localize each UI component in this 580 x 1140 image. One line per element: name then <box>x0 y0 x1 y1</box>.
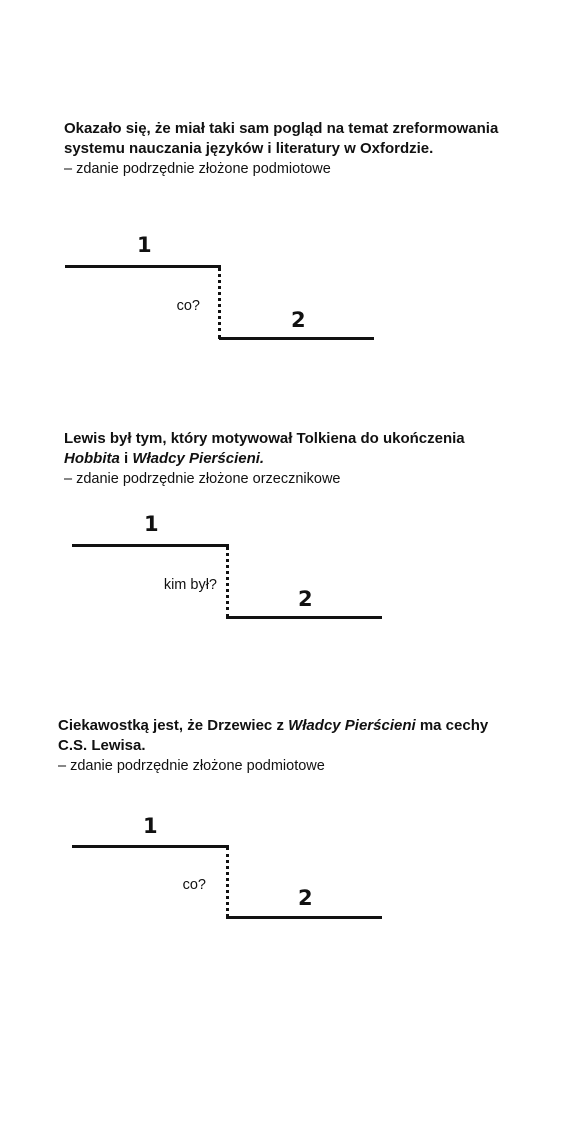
example-3-main-clause-line <box>72 845 229 848</box>
example-1-caption: – zdanie podrzędnie złożone podmiotowe <box>64 161 331 177</box>
example-3-sentence-line1-end: ma cechy <box>415 717 489 734</box>
example-3-sub-clause-number: 2 <box>298 886 313 910</box>
example-2-title-hobbit: Hobbita <box>64 450 120 467</box>
example-3-question: co? <box>182 877 206 893</box>
example-3-main-clause-number: 1 <box>143 814 158 838</box>
example-2-conjunction: i <box>119 450 133 467</box>
example-2-main-clause-number: 1 <box>144 512 159 536</box>
example-3-sentence <box>58 716 488 756</box>
example-1-question: co? <box>176 298 200 314</box>
example-3-title-lotr: Władcy Pierścieni <box>288 717 416 734</box>
example-2-sub-clause-number: 2 <box>298 587 313 611</box>
example-3-sentence-line2: C.S. Lewisa. <box>58 737 146 754</box>
example-2-question: kim był? <box>163 577 217 593</box>
example-2-title-lotr: Władcy Pierścieni. <box>132 450 265 467</box>
example-2-caption: – zdanie podrzędnie złożone orzecznikowe <box>64 471 341 487</box>
example-1-sub-clause-number: 2 <box>291 308 306 332</box>
example-3-caption: – zdanie podrzędnie złożone podmiotowe <box>58 758 325 774</box>
example-2-sentence-line1: Lewis był tym, który motywował Tolkiena do ukończenia <box>64 430 465 447</box>
example-3-sentence-line1-start: Ciekawostką jest, że Drzewiec z <box>58 717 289 734</box>
example-3-sub-clause-line <box>226 916 382 919</box>
example-1-sentence-line1: Okazało się, że miał taki sam pogląd na temat zreformowania <box>64 120 499 137</box>
example-1-sentence-line2: systemu nauczania języków i literatury w Oxfordzie. <box>64 140 434 157</box>
example-1-main-clause-number: 1 <box>137 233 152 257</box>
example-3-connector-dots <box>226 847 229 917</box>
